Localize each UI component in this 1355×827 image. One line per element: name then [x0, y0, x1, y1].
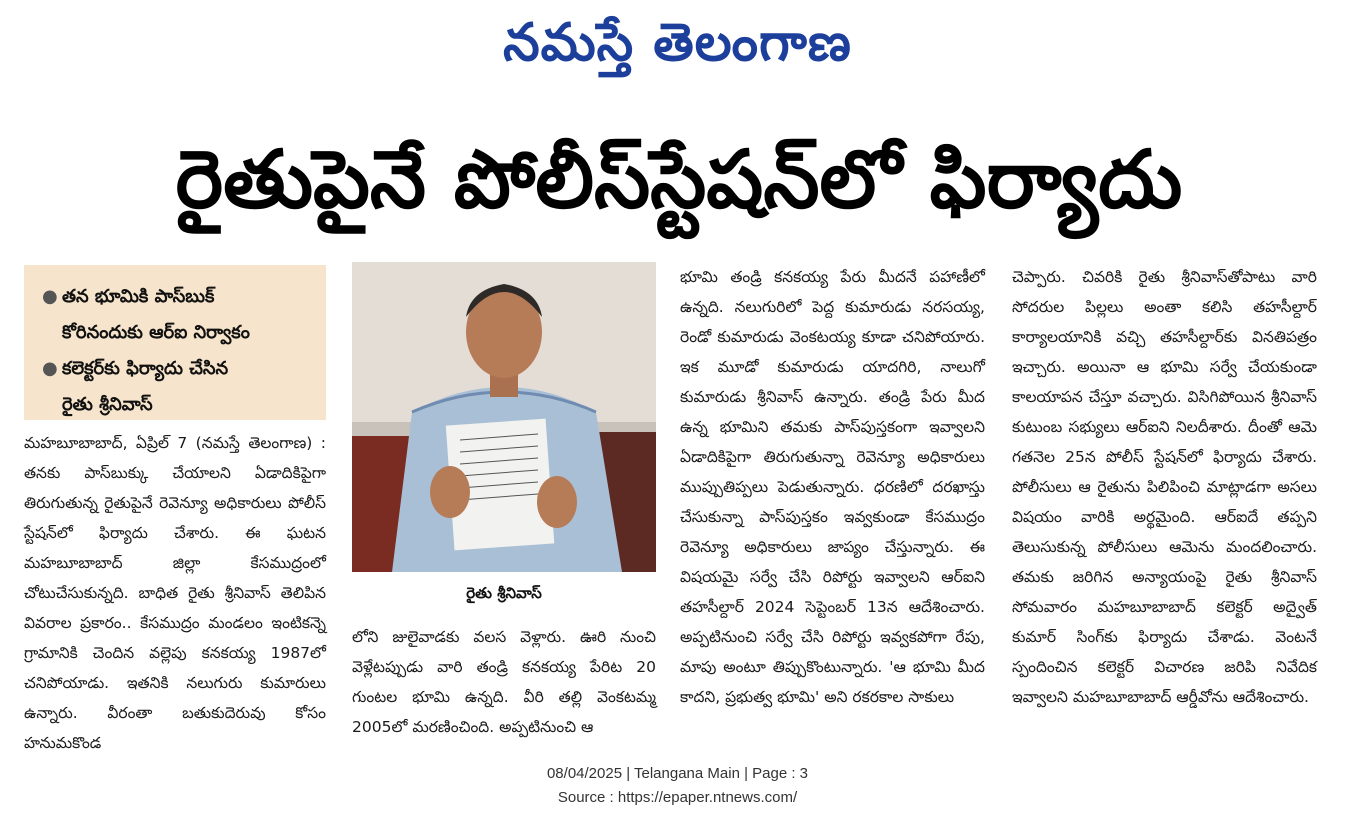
- footer-source: Source : https://epaper.ntnews.com/: [557, 789, 798, 806]
- subheadline-line: [42, 279, 318, 315]
- subheadline-text: రైతు శ్రీనివాస్: [62, 394, 153, 415]
- subheadline-line: [42, 351, 318, 387]
- photo-caption: రైతు శ్రీనివాస్: [466, 584, 542, 602]
- article-headline: రైతుపైనే పోలీస్‌స్టేషన్‌లో ఫిర్యాదు: [175, 133, 1183, 226]
- newspaper-masthead: నమస్తే తెలంగాణ: [503, 12, 852, 73]
- subheadline-text: కలెక్టర్‌కు ఫిర్యాదు చేసిన: [62, 358, 229, 379]
- subheadline-text: తన భూమికి పాస్‌బుక్: [62, 286, 215, 307]
- photo-illustration: [352, 262, 656, 572]
- bullet-icon: ●: [42, 358, 58, 379]
- article-text: భూమి తండ్రి కనకయ్య పేరు మీదనే పహాణీలో ఉన్నది. నలుగురిలో పెద్ద కుమారుడు నరసయ్య, రెండో కుమారుడు వెంకటయ్య కూడా చనిపోయారు. ఇక మూడో కుమారుడు యాదగిరి, నాలుగో కుమారుడు శ్రీనివాస్ ఉన్నారు. తండ్రి పేరు మీద ఉన్న భూమిని తమకు పాస్‌పుస్తకంగా ఇవ్వాలని ఏడాదికిపైగా తిరుగుతున్నా రెవెన్యూ అధికారులు ముప్పుతిప్పలు పెడుతున్నారు. ధరణిలో దరఖాస్తు చేసుకున్నా పాస్‌పుస్తకం ఇవ్వకుండా కేసముద్రం రెవెన్యూ అధికారులు జాప్యం చేస్తున్నారు. ఈ విషయమై సర్వే చేసి రిపోర్టు ఇవ్వాలని ఆర్‌ఐని తహసీల్దార్ 2024 సెప్టెంబర్ 13న ఆదేశించారు. అప్పటినుంచి సర్వే చేసి రిపోర్టు ఇవ్వకపోగా రేపు, మాపు అంటూ తిప్పుకొంటున్నారు. 'ఆ భూమి మీద కాదని, ప్రభుత్వ భూమి' అని రకరకాల సాకులు: [680, 268, 985, 706]
- article-column-3: [680, 262, 985, 742]
- subheadline-line: [42, 315, 318, 351]
- article-text: లోని జులైవాడకు వలస వెళ్లారు. ఊరి నుంచి వెళ్లేటప్పుడు వారి తండ్రి కనకయ్య పేరిట 20 గుంటల భూమి ఉన్నది. వీరి తల్లి వెంకటమ్మ 2005లో మరణించింది. అప్పటినుంచి ఆ: [352, 628, 656, 736]
- subheadline-box: [24, 265, 326, 420]
- subheadline-line: [42, 387, 318, 423]
- article-column-2: [352, 622, 656, 742]
- bullet-icon: ●: [42, 286, 58, 307]
- article-column-4: [1012, 262, 1317, 742]
- footer-date-edition: 08/04/2025 | Telangana Main | Page : 3: [546, 765, 809, 782]
- article-column-1: [24, 428, 326, 752]
- article-text: చెప్పారు. చివరికి రైతు శ్రీనివాస్‌తోపాటు వారి సోదరుల పిల్లలు అంతా కలిసి తహసీల్దార్ కార్యాలయానికి వచ్చి తహసీల్దార్‌కు వినతిపత్రం ఇచ్చారు. అయినా ఆ భూమి సర్వే చేయకుండా కాలయాపన చేస్తూ వచ్చారు. విసిగిపోయిన శ్రీనివాస్ కుటుంబ సభ్యులు ఆర్‌ఐని నిలదీశారు. దీంతో ఆమె గతనెల 25న పోలీస్ స్టేషన్‌లో ఫిర్యాదు చేశారు. పోలీసులు ఆ రైతును పిలిపించి మాట్లాడగా అసలు విషయం వారికి అర్థమైంది. ఆర్‌ఐదే తప్పని తెలుసుకున్న పోలీసులు ఆమెను మందలించారు. తమకు జరిగిన అన్యాయంపై రైతు శ్రీనివాస్ సోమవారం మహబూబాబాద్ కలెక్టర్ అద్వైత్ కుమార్ సింగ్‌కు ఫిర్యాదు చేశాడు. వెంటనే స్పందించిన కలెక్టర్ విచారణ జరిపి నివేదిక ఇవ్వాలని మహబూబాబాద్ ఆర్డీవోను ఆదేశించారు.: [1012, 268, 1317, 706]
- subheadline-text: కోరినందుకు ఆర్‌ఐ నిర్వాకం: [62, 322, 250, 343]
- article-text: మహబూబాబాద్, ఏప్రిల్ 7 (నమస్తే తెలంగాణ) : తనకు పాస్‌బుక్కు చేయాలని ఏడాదికిపైగా తిరుగుతున్న రైతుపైనే రెవెన్యూ అధికారులు పోలీస్ స్టేషన్‌లో ఫిర్యాదు చేశారు. ఈ ఘటన మహబూబాబాద్ జిల్లా కేసముద్రంలో చోటుచేసుకున్నది. బాధిత రైతు శ్రీనివాస్ తెలిపిన వివరాల ప్రకారం.. కేసముద్రం మండలం ఇంటికన్నె గ్రామానికి చెందిన వల్లెపు కనకయ్య 1987లో చనిపోయాడు. ఇతనికి నలుగురు కుమారులు ఉన్నారు. వీరంతా బతుకుదెరువు కోసం హనుమకొండ: [24, 434, 326, 752]
- farmer-photo: [352, 262, 656, 572]
